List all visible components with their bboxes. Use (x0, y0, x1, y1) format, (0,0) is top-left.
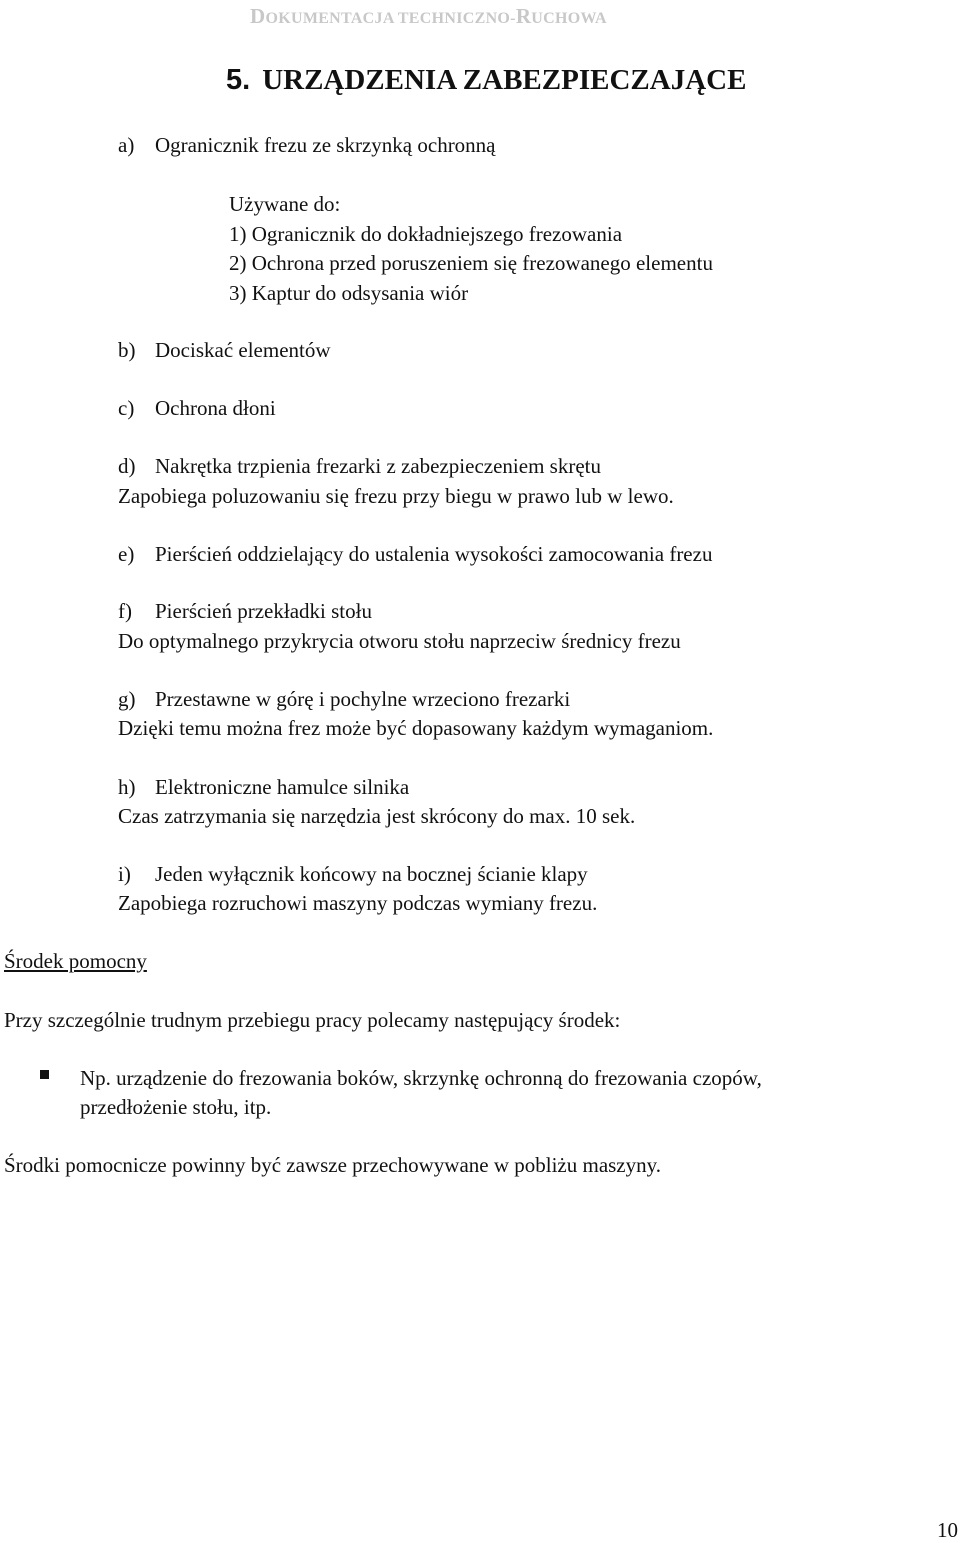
item-d-desc: Zapobiega poluzowaniu się frezu przy biegu w prawo lub w lewo. (118, 484, 674, 508)
item-h-label: h) (118, 775, 136, 799)
item-a (118, 135, 496, 156)
item-i-label: i) (118, 862, 131, 886)
item-f-label: f) (118, 599, 132, 623)
item-b-label: b) (118, 338, 136, 362)
item-a-label: a) (118, 133, 135, 157)
item-g-label: g) (118, 687, 136, 711)
item-e-label: e) (118, 542, 135, 566)
item-h-text: Elektroniczne hamulce silnika (155, 775, 410, 799)
item-e-text: Pierścień oddzielający do ustalenia wysokości zamocowania frezu (155, 542, 713, 566)
header-initial-d: D (250, 4, 266, 28)
item-a-text: Ogranicznik frezu ze skrzynką ochronną (155, 133, 496, 157)
item-h-desc: Czas zatrzymania się narzędzia jest skrócony do max. 10 sek. (118, 804, 636, 828)
item-a-use-3: 3) Kaptur do odsysania wiór (229, 281, 469, 305)
bullet-square-icon (40, 1070, 49, 1079)
item-g-text: Przestawne w górę i pochylne wrzeciono frezarki (155, 687, 571, 711)
item-d-text: Nakrętka trzpienia frezarki z zabezpieczeniem skrętu (155, 454, 601, 478)
item-i-text: Jeden wyłącznik końcowy na bocznej ścianie klapy (155, 862, 588, 886)
section-title (226, 66, 746, 95)
aid-heading: Środek pomocny (4, 949, 147, 973)
aid-bullet-line-2: przedłożenie stołu, itp. (80, 1095, 272, 1119)
item-i-desc: Zapobiega rozruchowi maszyny podczas wymiany frezu. (118, 891, 598, 915)
item-i (118, 864, 588, 885)
header-initial-r: R (515, 4, 532, 28)
section-number: 5. (226, 64, 251, 96)
header-part-1: OKUMENTACJA TECHNICZNO- (265, 10, 516, 27)
item-a-used-heading: Używane do: (229, 192, 341, 216)
item-d-label: d) (118, 454, 136, 478)
item-c-text: Ochrona dłoni (155, 396, 276, 420)
item-h (118, 777, 409, 798)
item-d (118, 456, 601, 477)
header-part-2: UCHOWA (531, 10, 607, 27)
item-a-use-1: 1) Ogranicznik do dokładniejszego frezowania (229, 222, 623, 246)
item-b (118, 340, 331, 361)
item-c-label: c) (118, 396, 135, 420)
item-f-desc: Do optymalnego przykrycia otworu stołu naprzeciw średnicy frezu (118, 629, 681, 653)
item-a-use-2: 2) Ochrona przed poruszeniem się frezowanego elementu (229, 251, 713, 275)
item-g-desc: Dzięki temu można frez może być dopasowany każdym wymaganiom. (118, 716, 714, 740)
page-number: 10 (937, 1518, 958, 1542)
item-g (118, 689, 570, 710)
item-c (118, 398, 276, 419)
running-header (250, 6, 607, 27)
section-title-text: URZĄDZENIA ZABEZPIECZAJĄCE (262, 64, 747, 96)
aid-bullet-line-1: Np. urządzenie do frezowania boków, skrzynkę ochronną do frezowania czopów, (80, 1066, 762, 1090)
item-f (118, 601, 372, 622)
item-f-text: Pierścień przekładki stołu (155, 599, 372, 623)
aid-intro: Przy szczególnie trudnym przebiegu pracy polecamy następujący środek: (4, 1008, 621, 1032)
aid-closing: Środki pomocnicze powinny być zawsze przechowywane w pobliżu maszyny. (4, 1153, 662, 1177)
item-b-text: Dociskać elementów (155, 338, 331, 362)
item-e (118, 544, 712, 565)
